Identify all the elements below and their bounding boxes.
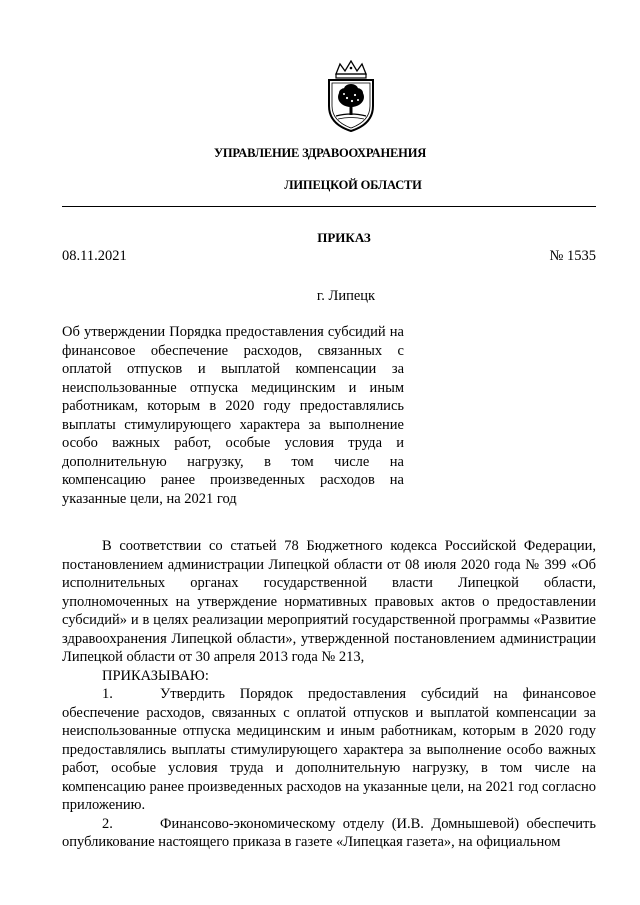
order-item-text: Утвердить Порядок предоставления субсидий на финансовое обеспечение расходов, связанных с оплатой отпусков и выплатой компенсации за неиспользованные отпуска медицинским и иным работникам, которым в 2020 году предоставлялись выплаты стимулирующего характера за выполнение особо важных работ, особые условия труда и дополнительную нагрузку, в том числе на компенсацию ранее произведенных расходов на указанные цели, на 2021 год согласно приложению. [62,686,596,813]
order-item-text: Финансово-экономическому отделу (И.В. Домнышевой) обеспечить опубликование настоящего приказа в газете «Липецкая газета», на официальном [62,815,596,850]
document-city: г. Липецк [316,288,376,304]
organization-name-line-2: ЛИПЕЦКОЙ ОБЛАСТИ [284,178,422,192]
order-item [62,815,596,852]
order-word: ПРИКАЗЫВАЮ: [102,667,209,684]
document-subject: Об утверждении Порядка предоставления субсидий на финансовое обеспечение расходов, связанных с оплатой отпусков и выплатой компенсации за неиспользованные отпуска медицинским и иным работникам, которым в 2020 году предоставлялись выплаты стимулирующего характера за выполнение особо важных работ, особые условия труда и дополнительную нагрузку, в том числе на компенсацию ранее произведенных расходов на указанные цели, на 2021 год [62,324,404,507]
document-number: № 1535 [549,248,596,264]
order-item-number: 2. [102,815,113,832]
document-body [62,537,596,852]
order-item-number: 1. [102,686,113,702]
document-date: 08.11.2021 [62,248,127,264]
order-item [62,685,596,815]
header-divider [62,206,596,207]
document-type-title: ПРИКАЗ [317,230,371,245]
coat-of-arms-emblem [326,60,376,132]
preamble-paragraph: В соответствии со статьей 78 Бюджетного кодекса Российской Федерации, постановлением администрации Липецкой области от 08 июля 2020 года № 399 «Об исполнительных органах государственной власти Липецкой области, уполномоченных на утверждение нормативных правовых актов о предоставлении субсидий» и в целях реализации мероприятий государственной программы «Развитие здравоохранения Липецкой области», утвержденной постановлением администрации Липецкой области от 30 апреля 2013 года № 213, [62,538,596,665]
organization-name-line-1: УПРАВЛЕНИЕ ЗДРАВООХРАНЕНИЯ [213,146,427,160]
